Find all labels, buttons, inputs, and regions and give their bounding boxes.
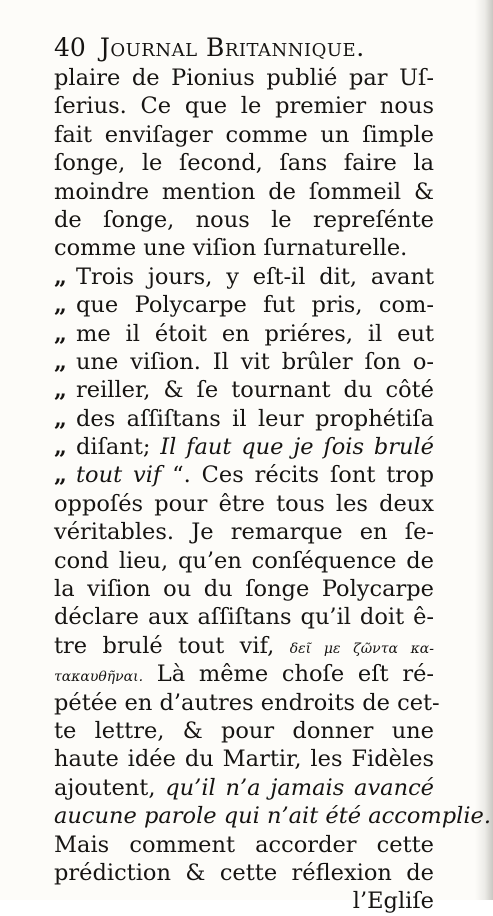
italic-text: qu’il n’a jamais avancé (165, 774, 434, 801)
text-line (54, 348, 434, 376)
text-run: cond lieu, qu’en conſéquence de (54, 547, 434, 574)
running-header (54, 30, 444, 66)
text-run: Mais comment accorder cette (54, 831, 434, 858)
text-run: Là même choſe eſt ré- (143, 661, 434, 688)
page-gutter-shadow (475, 0, 493, 900)
text-line (54, 461, 434, 489)
quote-mark: „ (54, 377, 67, 404)
text-line (54, 234, 434, 262)
text-line (54, 831, 434, 859)
text-run: véritables. Je remarque en ſe- (54, 519, 434, 546)
text-line (54, 802, 492, 830)
text-run: prédiction & cette réflexion de (54, 859, 434, 886)
text-line (54, 291, 434, 319)
quote-mark: „ (54, 292, 67, 319)
text-line (54, 178, 434, 206)
text-line (54, 405, 434, 433)
text-line (54, 887, 434, 915)
text-run: déclare aux aſſiſtans qu’il doit ê- (54, 604, 434, 631)
text-run: moindre mention de ſommeil & (54, 178, 434, 205)
text-run: la viſion ou du ſonge Polycarpe (54, 576, 434, 603)
text-line (54, 433, 434, 461)
text-run: ajoutent, (54, 774, 166, 801)
text-line (54, 689, 440, 717)
italic-text: tout vif (76, 462, 162, 489)
text-run: oppoſés pour être tous les deux (54, 490, 434, 517)
text-line (54, 92, 434, 120)
text-line (54, 121, 434, 149)
text-run: ſerius. Ce que le premier nous (54, 93, 434, 120)
text-run: des aſſiſtans il leur prophétiſa (76, 405, 434, 432)
text-run: plaire de Pionius publié par Uſ- (54, 65, 434, 91)
text-run: fait enviſager comme un ſimple (54, 121, 434, 148)
text-line (54, 263, 434, 291)
text-line (54, 660, 434, 688)
text-line (54, 320, 434, 348)
text-run: haute idée du Martir, les Fidèles (54, 746, 434, 773)
text-run: pétée en d’autres endroits de cet- (54, 689, 440, 716)
text-run: une viſion. Il vit brûler ſon o- (76, 348, 434, 375)
text-run: te lettre, & pour donner une (54, 717, 434, 744)
text-line (54, 717, 434, 745)
text-line (54, 64, 434, 92)
text-line (54, 575, 434, 603)
text-run: diſant; (76, 434, 161, 461)
text-run: comme une viſion ſurnaturelle. (54, 235, 408, 262)
text-line (54, 149, 434, 177)
text-run: ſonge, le ſecond, ſans faire la (54, 150, 434, 177)
text-run: reiller, & ſe tournant du côté (76, 377, 434, 404)
text-run: “. Ces récits ſont trop (161, 462, 434, 489)
text-line (54, 859, 434, 887)
text-line (54, 206, 434, 234)
text-run: tre brulé tout vif, (54, 632, 290, 659)
text-line (54, 376, 434, 404)
text-line (54, 518, 434, 546)
text-line (54, 490, 434, 518)
quote-mark: „ (54, 348, 67, 375)
text-run: l’Egliſe (352, 888, 434, 915)
quote-mark: „ (54, 320, 67, 347)
journal-title: Journal Britannique. (99, 33, 365, 62)
greek-text: δεῖ με ζῶντα κα- (289, 640, 434, 657)
greek-text: τακαυθῆναι. (54, 669, 144, 686)
text-line (54, 774, 434, 802)
text-line (54, 745, 434, 773)
quote-mark: „ (54, 462, 67, 489)
italic-text: aucune parole qui n’ait été accomplie. (54, 803, 492, 830)
text-run: de ſonge, nous le repreſénte (54, 206, 434, 233)
text-run: Trois jours, y eſt-il dit, avant (76, 263, 434, 290)
quote-mark: „ (54, 434, 67, 461)
quote-mark: „ (54, 263, 67, 290)
page-number: 40 (54, 33, 86, 62)
italic-text: Il faut que je ſois brulé (160, 434, 434, 461)
text-run: me il étoit en priéres, il eut (76, 320, 434, 347)
text-line (54, 547, 434, 575)
body-text (54, 64, 492, 916)
text-line (54, 632, 434, 660)
text-line (54, 603, 434, 631)
text-run: que Polycarpe fut pris, com- (76, 292, 434, 319)
quote-mark: „ (54, 405, 67, 432)
